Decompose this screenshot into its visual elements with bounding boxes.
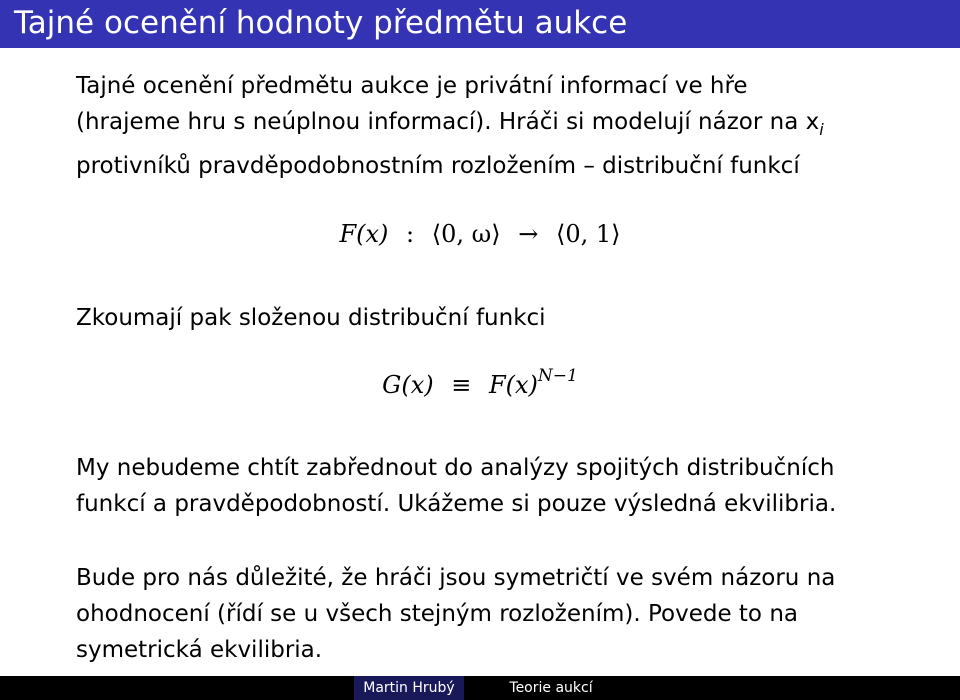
formula-distribution-function bbox=[76, 216, 884, 252]
subscript: i bbox=[819, 120, 824, 139]
footer-course: Teorie aukcí bbox=[496, 676, 606, 700]
paragraph-line bbox=[76, 104, 824, 148]
formula-codomain: ⟨0, 1⟩ bbox=[555, 220, 621, 248]
paragraph-line: Bude pro nás důležité, že hráči jsou symetričtí ve svém názoru na bbox=[76, 565, 836, 591]
formula-domain: ⟨0, ω⟩ bbox=[431, 220, 501, 248]
paragraph-line: ohodnocení (řídí se u všech stejným rozložením). Povede to na bbox=[76, 601, 798, 627]
paragraph-line: protivníků pravděpodobnostním rozložením – distribuční funkcí bbox=[76, 153, 800, 179]
formula-exponent: N−1 bbox=[537, 366, 578, 386]
formula-lhs: F(x) bbox=[339, 220, 389, 248]
slide-title: Tajné ocenění hodnoty předmětu aukce bbox=[14, 5, 628, 41]
paragraph-line: My nebudeme chtít zabřednout do analýzy spojitých distribučních bbox=[76, 455, 835, 481]
formula-colon: : bbox=[406, 220, 415, 248]
title-bar bbox=[0, 0, 960, 48]
formula-composed-distribution bbox=[76, 356, 884, 405]
paragraph-line: Zkoumají pak složenou distribuční funkci bbox=[76, 305, 546, 331]
footer-author: Martin Hrubý bbox=[354, 676, 464, 700]
paragraph-line: Tajné ocenění předmětu aukce je privátní informací ve hře bbox=[76, 73, 748, 99]
paragraph-no-analysis bbox=[76, 450, 836, 522]
footer-bar bbox=[0, 676, 960, 700]
paragraph-private-valuation bbox=[76, 68, 824, 184]
formula-arrow: → bbox=[518, 220, 539, 248]
formula-lhs: G(x) bbox=[382, 371, 434, 399]
formula-rhs: F(x) bbox=[488, 371, 538, 399]
paragraph-line: funkcí a pravděpodobností. Ukážeme si pouze výsledná ekvilibria. bbox=[76, 491, 837, 517]
paragraph-line: symetrická ekvilibria. bbox=[76, 637, 323, 663]
paragraph-composed-distribution bbox=[76, 300, 546, 336]
paragraph-line-text: (hrajeme hru s neúplnou informací). Hráči si modelují názor na x bbox=[76, 109, 820, 135]
paragraph-symmetric bbox=[76, 560, 835, 668]
formula-equiv: ≡ bbox=[451, 371, 472, 399]
